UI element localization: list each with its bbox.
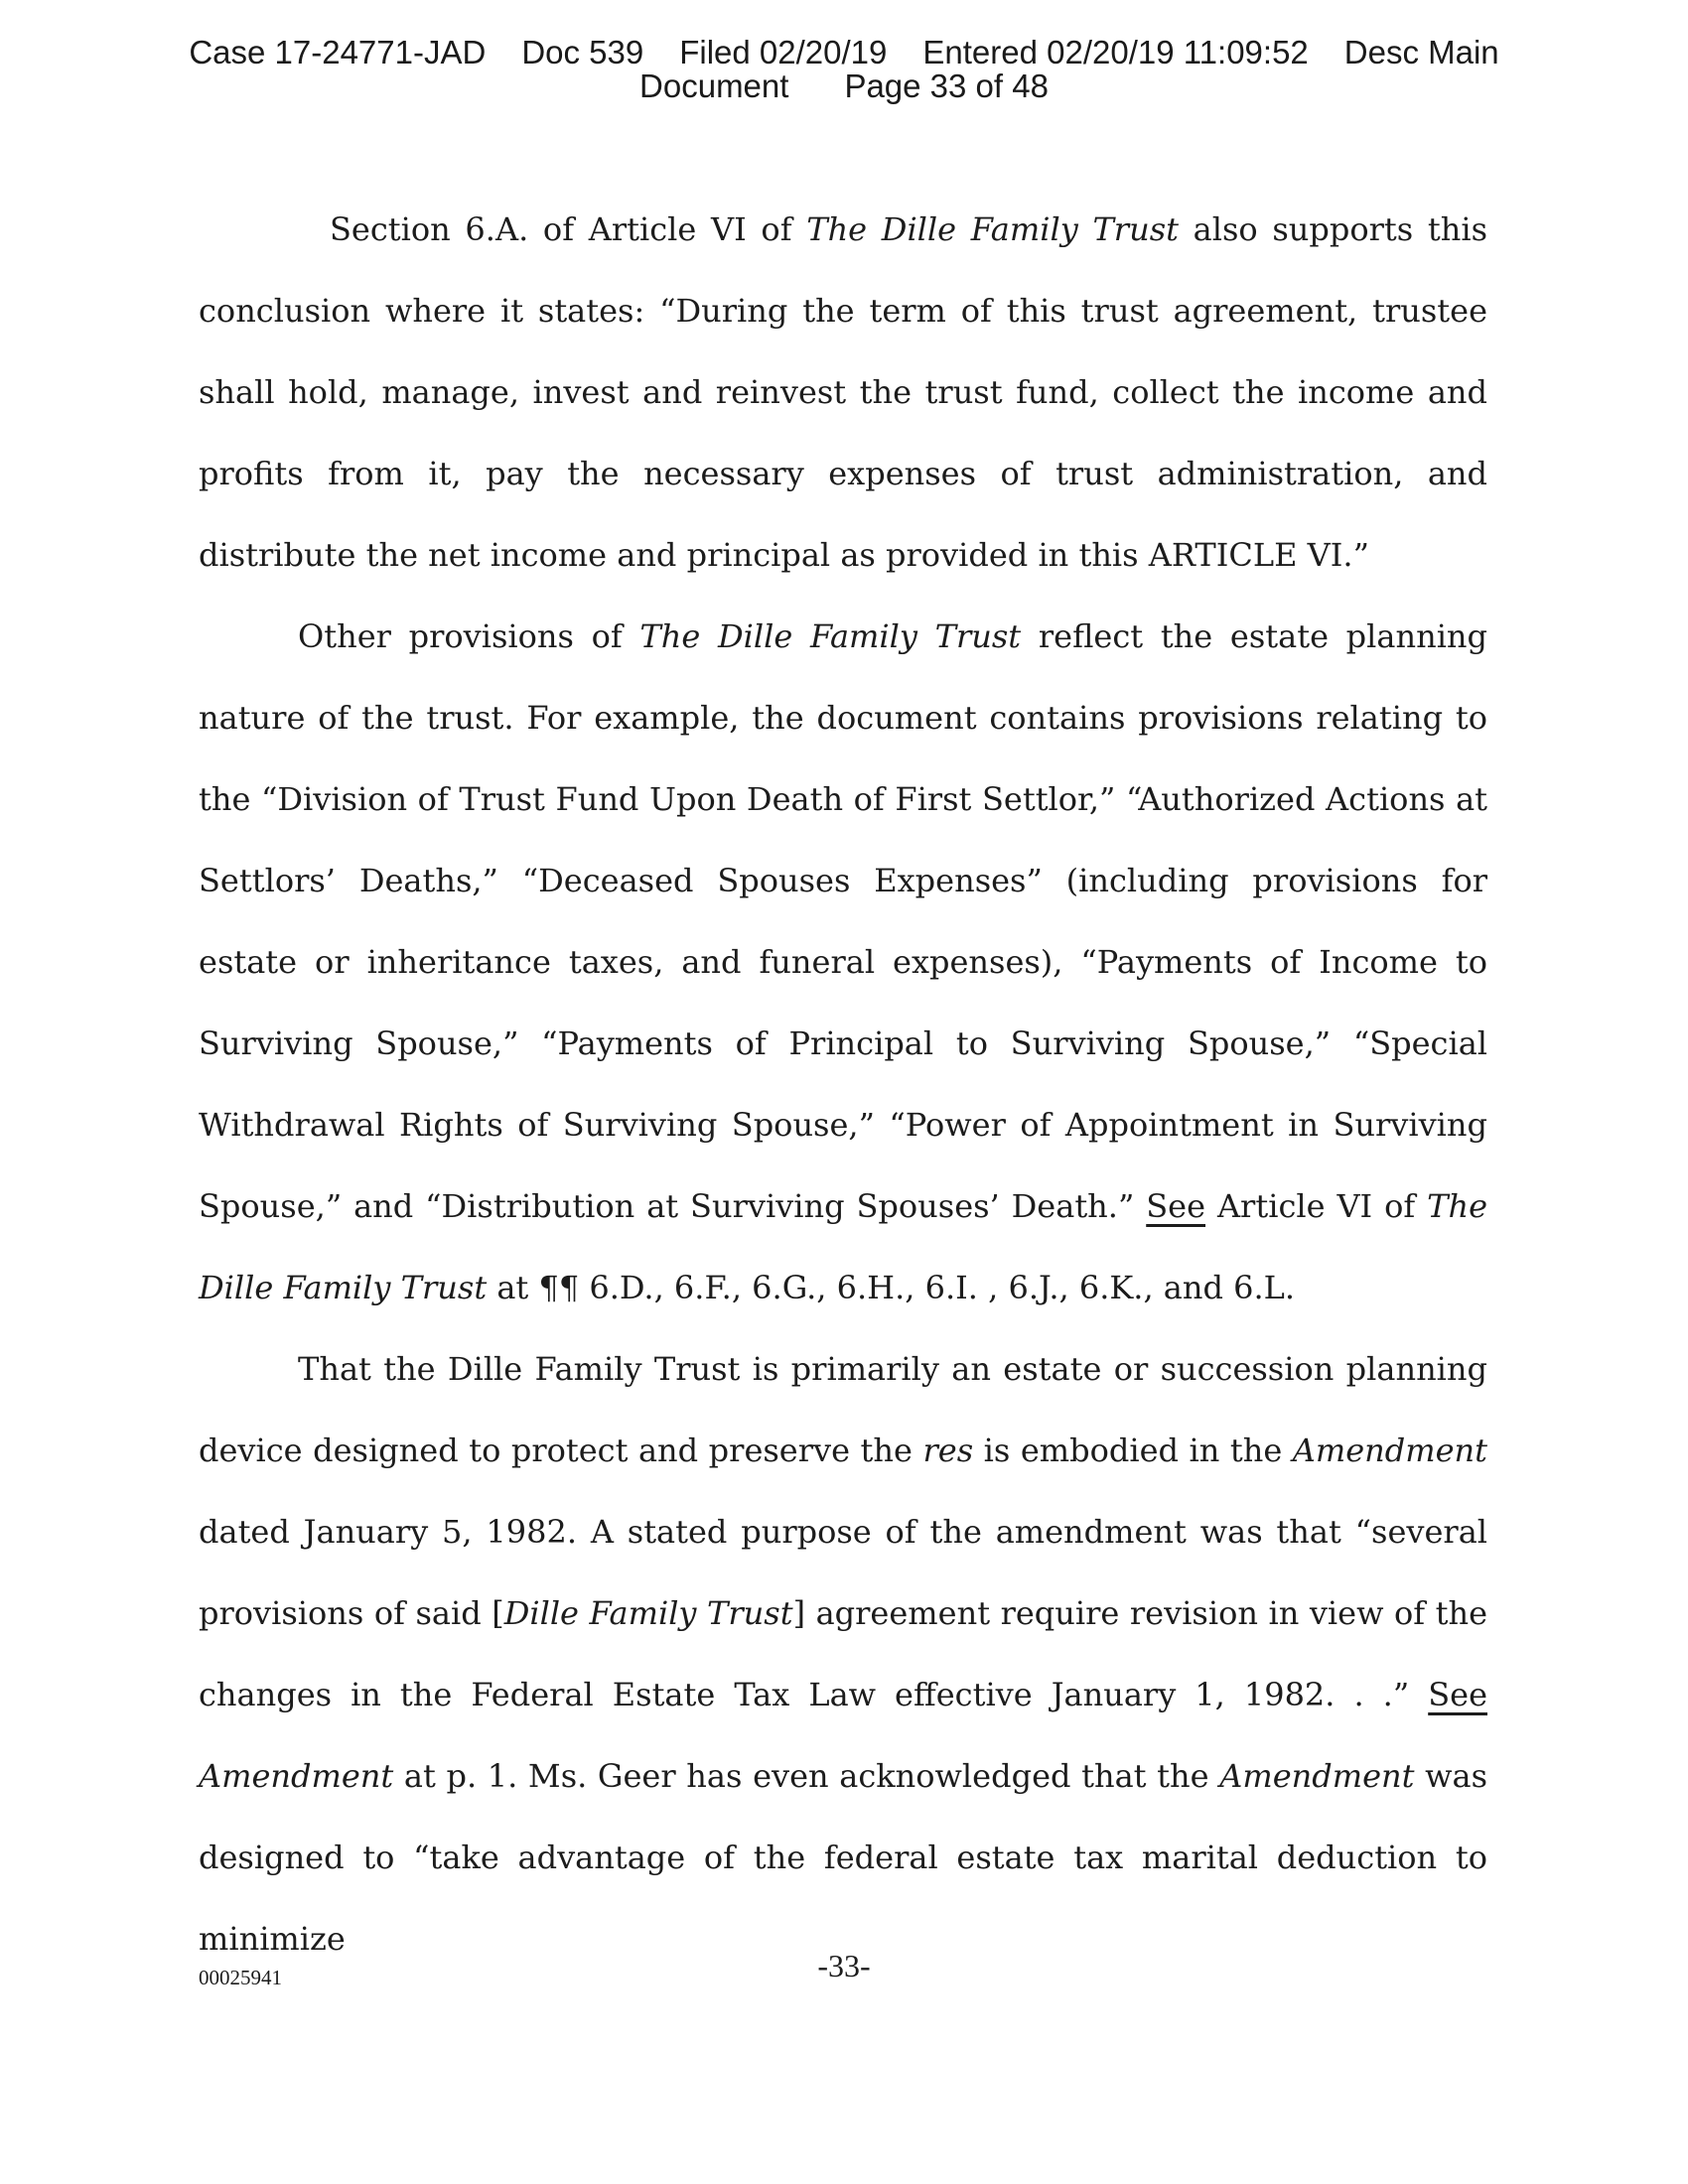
filed-date: Filed 02/20/19 bbox=[679, 34, 888, 70]
text-run: at p. 1. Ms. Geer has even acknowledged that the bbox=[393, 1757, 1220, 1795]
paragraph-2 bbox=[199, 596, 1487, 1328]
italic-trust-name: The Dille Family Trust bbox=[806, 210, 1179, 248]
see-citation-signal: See bbox=[1146, 1187, 1206, 1225]
document-body bbox=[199, 189, 1487, 1979]
text-run: That the Dille Family Trust is primarily an estate or succession planning device designed to protect and preserve the bbox=[199, 1350, 1487, 1469]
page-count: Page 33 of 48 bbox=[844, 68, 1049, 104]
header-line-2 bbox=[0, 69, 1688, 103]
see-citation-signal: See bbox=[1428, 1676, 1487, 1713]
entered-date: Entered 02/20/19 11:09:52 bbox=[922, 34, 1309, 70]
document-label: Document bbox=[639, 68, 789, 104]
desc-label: Desc Main bbox=[1343, 34, 1499, 70]
text-run: ] agreement require revision in view of the changes in the Federal Estate Tax Law effective January 1, 1982. . .” bbox=[199, 1594, 1488, 1713]
italic-trust-name: The Dille Family Trust bbox=[199, 1187, 1488, 1306]
italic-trust-name: The Dille Family Trust bbox=[639, 617, 1022, 655]
header-line-1 bbox=[0, 36, 1688, 69]
text-run: Other provisions of bbox=[298, 617, 640, 655]
page-number: -33- bbox=[817, 1948, 871, 1983]
text-run: at ¶¶ 6.D., 6.F., 6.G., 6.H., 6.I. , 6.J., 6.K., and 6.L. bbox=[487, 1269, 1296, 1306]
court-filing-header bbox=[0, 36, 1688, 103]
text-run: was designed to “take advantage of the federal estate tax marital deduction to minimize bbox=[199, 1757, 1488, 1958]
text-run: is embodied in the bbox=[973, 1432, 1293, 1469]
italic-trust-name: Dille Family Trust bbox=[503, 1594, 793, 1632]
paragraph-1 bbox=[199, 189, 1487, 596]
text-run: Section 6.A. of Article VI of bbox=[330, 210, 807, 248]
doc-number: Doc 539 bbox=[521, 34, 644, 70]
italic-amendment: Amendment bbox=[1292, 1432, 1488, 1469]
italic-amendment: Amendment bbox=[1219, 1757, 1415, 1795]
text-run: dated January 5, 1982. A stated purpose of the amendment was that “several provisions of said [ bbox=[199, 1513, 1487, 1632]
case-number: Case 17-24771-JAD bbox=[189, 34, 487, 70]
italic-res: res bbox=[922, 1432, 974, 1469]
text-run: also supports this conclusion where it states: “During the term of this trust agreement, trustee shall hold, manage, invest and reinvest the trust fund, collect the income and profits from it, pay the necessary expenses of trust administration, and distribute the net income and principal as provided in this ARTICLE VI.” bbox=[199, 210, 1488, 574]
footer-document-id: 00025941 bbox=[199, 1966, 282, 1989]
text-run: Article VI of bbox=[1205, 1187, 1428, 1225]
text-run: reflect the estate planning nature of the trust. For example, the document contains provisions relating to the “Division of Trust Fund Upon Death of First Settlor,” “Authorized Actions at Settlors’ Deaths,” “Deceased Spouses Expenses” (including provisions for estate or inheritance taxes, and funeral expenses), “Payments of Income to Surviving Spouse,” “Payments of Principal to Surviving Spouse,” “Special Withdrawal Rights of Surviving Spouse,” “Power of Appointment in Surviving Spouse,” and “Distribution at Surviving Spouses’ Death.” bbox=[199, 617, 1488, 1225]
italic-amendment: Amendment bbox=[199, 1757, 394, 1795]
paragraph-3 bbox=[199, 1328, 1487, 1979]
